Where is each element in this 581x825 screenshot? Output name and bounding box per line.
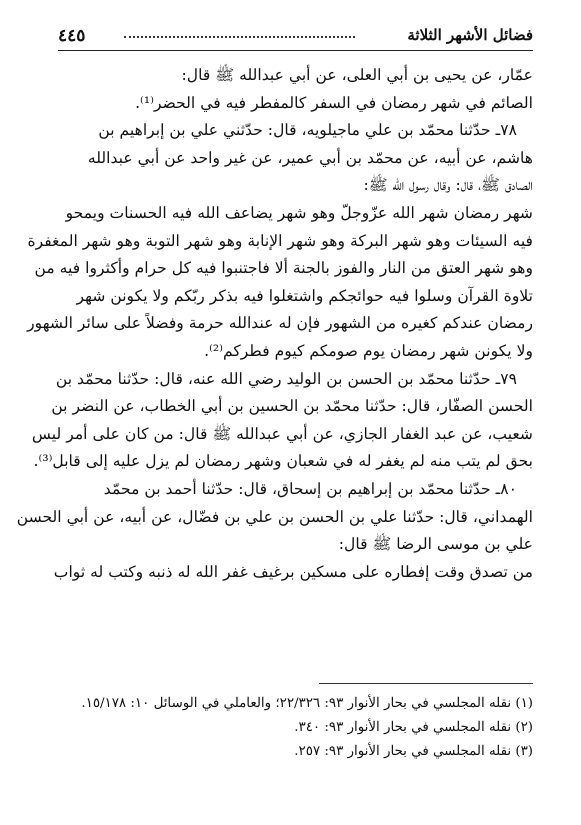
body-line: علي بن موسى الرضا ﷺ قال: <box>338 535 533 554</box>
body-line: ولا يكونن شهر رمضان يوم صومكم كيوم فطركم⁽²⁾. <box>204 341 533 360</box>
body-line: الصادق ﷺ، قال: وقال رسول الله ﷺ: <box>363 176 533 195</box>
hadith-79-line: ٧٩ـ حدّثنا محمّد بن الحسن بن الوليد رضي الله عنه، قال: حدّثنا محمّد بن <box>55 369 517 388</box>
footnote-separator <box>319 683 533 684</box>
footnote-3: (٣) نقله المجلسي في بحار الأنوار ٩٣: ٢٥٧. <box>294 744 533 759</box>
footnotes <box>58 692 533 764</box>
page-header <box>58 22 533 48</box>
body-line: بحق لم يتب منه لم يغفر له في شعبان وشهر رمضان لم يزل عليه إلى قابل⁽³⁾. <box>33 452 533 471</box>
hadith-80-line: ٨٠ـ حدّثنا محمّد بن إبراهيم بن إسحاق، قال: حدّثنا أحمد بن محمّد <box>103 479 517 498</box>
body-line: شعيب، عن عبد الغفار الجازي، عن أبي عبدالله ﷺ قال: من كان على أمر ليس <box>31 424 533 443</box>
running-title: فضائل الأشهر الثلاثة <box>407 26 533 44</box>
header-leader-dots <box>124 36 355 38</box>
body-line: رمضان عندكم كغيره من الشهور فإن له عندالله حرمة وفضلاً على سائر الشهور <box>27 314 533 333</box>
body-line: من تصدق وقت إفطاره على مسكين برغيف غفر الله له ذنبه وكتب له ثواب <box>53 562 533 581</box>
footnote-1: (١) نقله المجلسي في بحار الأنوار ٩٣: ٢٢/٣٢٦؛ والعاملي في الوسائل ١٠: ١٥/١٧٨. <box>81 696 533 711</box>
hadith-78-line: ٧٨ـ حدّثنا محمّد بن علي ماجيلويه، قال: حدّثني علي بن إبراهيم بن <box>98 121 517 140</box>
body-line: هاشم، عن أبيه، عن محمّد بن أبي عمير، عن غير واحد عن أبي عبدالله <box>87 148 533 167</box>
body-line: وهو شهر العتق من النار والفوز بالجنة ألا فاجتنبوا فيه كل حرام وأكثروا فيه من <box>34 259 533 278</box>
footnote-2: (٢) نقله المجلسي في بحار الأنوار ٩٣: ٣٤٠. <box>294 720 533 735</box>
header-rule <box>58 50 533 51</box>
body-line: الهمداني، قال: حدّثنا علي بن الحسن بن علي بن فضّال، عن أبيه، عن أبي الحسن <box>16 507 533 526</box>
body-line: عمّار، عن يحيى بن أبي العلى، عن أبي عبدالله ﷺ قال: <box>181 66 533 84</box>
body-text <box>16 62 533 586</box>
body-line: الحسن الصفّار، قال: حدّثنا محمّد بن الحسين بن أبي الخطاب، عن النضر بن <box>51 397 533 416</box>
body-line: تلاوة القرآن وسلوا فيه حوائجكم واشتغلوا فيه بذكر ربّكم ولا يكونن شهر <box>76 286 533 305</box>
body-line: شهر رمضان شهر الله عزّوجلّ وهو شهر يضاعف الله فيه الحسنات ويمحو <box>65 203 533 222</box>
body-line: الصائم في شهر رمضان في السفر كالمفطر فيه في الحضر⁽¹⁾. <box>135 93 533 112</box>
page-number: ٤٤٥ <box>58 26 86 46</box>
body-line: فيه السيئات وهو شهر البركة وهو شهر الإنابة وهو شهر التوبة وهو شهر المغفرة <box>27 231 533 250</box>
